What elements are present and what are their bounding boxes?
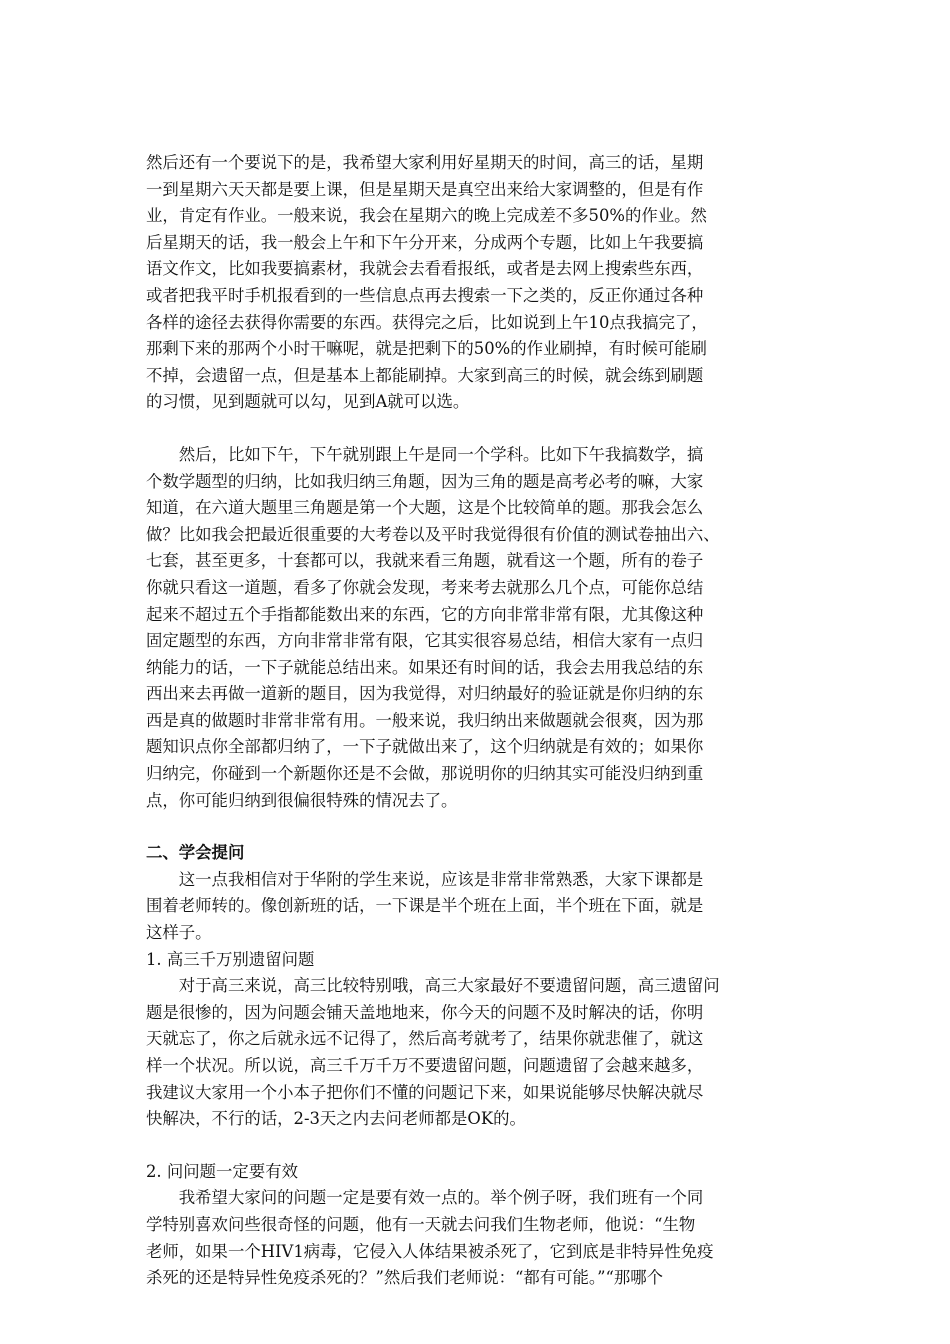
subheading-no-leftover-questions: 1. 高三千万别遗留问题 [146, 949, 315, 969]
text-line: 一到星期六天天都是要上课，但是星期天是真空出来给大家调整的，但是有作 [146, 179, 704, 199]
text-line: 不掉，会遗留一点，但是基本上都能刷掉。大家到高三的时候，就会练到刷题 [146, 365, 704, 385]
text-line: 西是真的做题时非常非常有用。一般来说，我归纳出来做题就会很爽，因为那 [146, 710, 704, 730]
text-line: 然后还有一个要说下的是，我希望大家利用好星期天的时间，高三的话，星期 [146, 153, 704, 172]
text-line: 的习惯，见到题就可以勾，见到A就可以选。 [146, 392, 470, 412]
text-line: 学特别喜欢问些很奇怪的问题，他有一天就去问我们生物老师，他说：“生物 [146, 1214, 696, 1234]
subheading-effective-questions: 2. 问问题一定要有效 [146, 1161, 298, 1181]
paragraph-afternoon-math [146, 442, 806, 814]
text-line: 我希望大家问的问题一定是要有效一点的。举个例子呀，我们班有一个同 [146, 1188, 704, 1208]
text-line: 快解决，不行的话，2-3天之内去问老师都是OK的。 [146, 1109, 526, 1129]
text-line: 纳能力的话，一下子就能总结出来。如果还有时间的话，我会去用我总结的东 [146, 657, 704, 677]
text-line: 语文作文，比如我要搞素材，我就会去看看报纸，或者是去网上搜索些东西， [146, 259, 704, 279]
text-line: 固定题型的东西，方向非常非常有限，它其实很容易总结，相信大家有一点归 [146, 631, 704, 651]
text-line: 各样的途径去获得你需要的东西。获得完之后，比如说到上午10点我搞完了， [146, 312, 708, 332]
text-line: 或者把我平时手机报看到的一些信息点再去搜索一下之类的，反正你通过各种 [146, 285, 704, 305]
text-line: 知道，在六道大题里三角题是第一个大题，这是个比较简单的题。那我会怎么 [146, 498, 704, 518]
paragraph-spacer [146, 814, 806, 840]
text-line: 做？比如我会把最近很重要的大考卷以及平时我觉得很有价值的测试卷抽出六、 [146, 524, 720, 544]
text-line: 天就忘了，你之后就永远不记得了，然后高考就考了，结果你就悲催了，就这 [146, 1029, 704, 1049]
paragraph-weekend-plan [146, 150, 806, 416]
section-heading: 二、学会提问 [146, 843, 245, 863]
text-line: 这一点我相信对于华附的学生来说，应该是非常非常熟悉，大家下课都是 [146, 869, 704, 889]
paragraph-spacer [146, 1133, 806, 1159]
text-line: 题是很惨的，因为问题会铺天盖地地来，你今天的问题不及时解决的话，你明 [146, 1002, 704, 1022]
text-line: 七套，甚至更多，十套都可以，我就来看三角题，就看这一个题，所有的卷子 [146, 551, 704, 571]
text-line: 老师，如果一个HIV1病毒，它侵入人体结果被杀死了，它到底是非特异性免疫 [146, 1241, 714, 1261]
text-line: 业，肯定有作业。一般来说，我会在星期六的晚上完成差不多50%的作业。然 [146, 206, 707, 226]
text-line: 起来不超过五个手指都能数出来的东西，它的方向非常非常有限，尤其像这种 [146, 604, 704, 624]
section-effective-questions [146, 1159, 806, 1292]
text-line: 西出来去再做一道新的题目，因为我觉得，对归纳最好的验证就是你归纳的东 [146, 684, 704, 704]
text-line: 对于高三来说，高三比较特别哦，高三大家最好不要遗留问题，高三遗留问 [146, 976, 720, 996]
text-line: 那剩下来的那两个小时干嘛呢，就是把剩下的50%的作业刷掉，有时候可能刷 [146, 339, 707, 359]
text-line: 后星期天的话，我一般会上午和下午分开来，分成两个专题，比如上午我要搞 [146, 232, 704, 252]
text-line: 你就只看这一道题，看多了你就会发现，考来考去就那么几个点，可能你总结 [146, 577, 704, 597]
text-line: 然后，比如下午，下午就别跟上午是同一个学科。比如下午我搞数学，搞 [146, 444, 704, 464]
paragraph-spacer [146, 416, 806, 442]
text-line: 归纳完，你碰到一个新题你还是不会做，那说明你的归纳其实可能没归纳到重 [146, 764, 704, 784]
text-line: 这样子。 [146, 923, 212, 943]
text-line: 个数学题型的归纳，比如我归纳三角题，因为三角的题是高考必考的嘛，大家 [146, 471, 704, 491]
text-line: 我建议大家用一个小本子把你们不懂的问题记下来，如果说能够尽快解决就尽 [146, 1082, 704, 1102]
text-line: 点，你可能归纳到很偏很特殊的情况去了。 [146, 790, 458, 810]
text-line: 题知识点你全部都归纳了，一下子就做出来了，这个归纳就是有效的；如果你 [146, 737, 704, 757]
text-line: 杀死的还是特异性免疫杀死的？”然后我们老师说：“都有可能。”“那哪个 [146, 1268, 664, 1288]
text-line: 样一个状况。所以说，高三千万千万不要遗留问题，问题遗留了会越来越多， [146, 1056, 704, 1075]
document-page [146, 150, 806, 1292]
section-ask-questions [146, 840, 806, 1133]
text-line: 围着老师转的。像创新班的话，一下课是半个班在上面，半个班在下面，就是 [146, 896, 704, 916]
